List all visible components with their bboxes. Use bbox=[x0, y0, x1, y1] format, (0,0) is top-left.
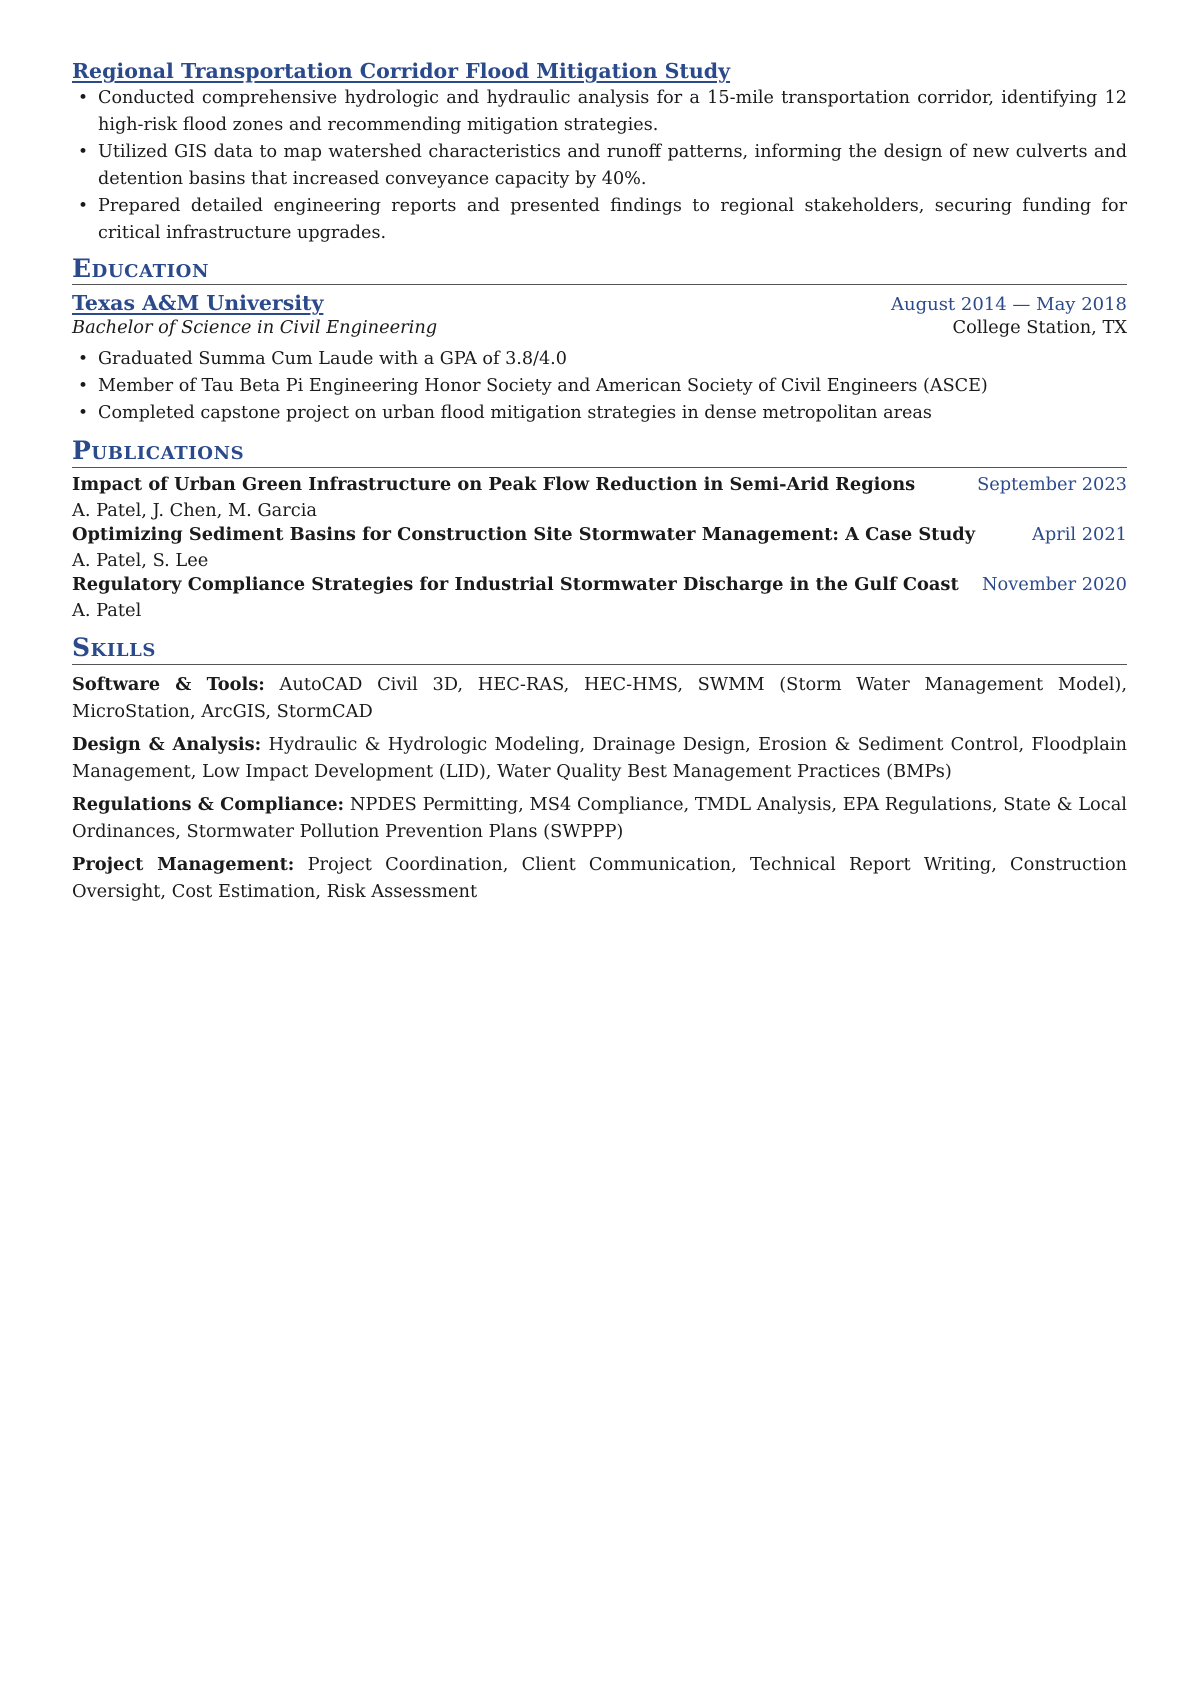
list-item: • Graduated Summa Cum Laude with a GPA of 3.8/4.0 bbox=[72, 346, 1127, 373]
project-entry bbox=[72, 60, 1127, 247]
skill-row bbox=[72, 671, 1127, 725]
skill-row bbox=[72, 851, 1127, 905]
publication-date: November 2020 bbox=[981, 574, 1127, 596]
publications-list bbox=[72, 474, 1127, 624]
skill-label: Software & Tools: bbox=[72, 673, 265, 695]
list-item: • Completed capstone project on urban flood mitigation strategies in dense metropolitan areas bbox=[72, 400, 1127, 427]
publication-entry bbox=[72, 474, 1127, 524]
list-item: • Conducted comprehensive hydrologic and hydraulic analysis for a 15-mile transportation corridor, identifying 12 high-risk flood zones and recommending mitigation strategies. bbox=[72, 85, 1127, 139]
project-bullets bbox=[72, 85, 1127, 247]
skill-row bbox=[72, 731, 1127, 785]
publication-entry bbox=[72, 524, 1127, 574]
list-item: • Member of Tau Beta Pi Engineering Honor Society and American Society of Civil Engineers (ASCE) bbox=[72, 373, 1127, 400]
publication-title: Regulatory Compliance Strategies for Industrial Stormwater Discharge in the Gulf Coast bbox=[72, 574, 959, 596]
education-bullets bbox=[72, 346, 1127, 427]
degree: Bachelor of Science in Civil Engineering bbox=[72, 317, 438, 339]
publication-authors: A. Patel, J. Chen, M. Garcia bbox=[72, 500, 318, 522]
skill-label: Project Management: bbox=[72, 853, 295, 875]
education-heading: Education bbox=[72, 255, 1127, 286]
publication-title: Impact of Urban Green Infrastructure on Peak Flow Reduction in Semi-Arid Regions bbox=[72, 474, 916, 496]
publication-authors: A. Patel, S. Lee bbox=[72, 550, 209, 572]
skill-row bbox=[72, 791, 1127, 845]
skill-label: Design & Analysis: bbox=[72, 733, 262, 755]
education-dates: August 2014 — May 2018 bbox=[890, 294, 1127, 316]
publication-date: April 2021 bbox=[1031, 524, 1127, 546]
list-item: • Prepared detailed engineering reports and presented findings to regional stakeholders, securing funding for critical infrastructure upgrades. bbox=[72, 193, 1127, 247]
school-name-link[interactable]: Texas A&M University bbox=[72, 291, 324, 316]
publication-title: Optimizing Sediment Basins for Construction Site Stormwater Management: A Case Study bbox=[72, 524, 976, 546]
skill-text: NPDES Permitting, MS4 Compliance, TMDL Analysis, EPA Regulations, State & Local Ordinances, Stormwater Pollution Prevention Plans (SWPPP) bbox=[72, 793, 1127, 842]
education-location: College Station, TX bbox=[952, 317, 1127, 339]
list-item: • Utilized GIS data to map watershed characteristics and runoff patterns, informing the design of new culverts and detention basins that increased conveyance capacity by 40%. bbox=[72, 139, 1127, 193]
education-entry bbox=[72, 291, 1127, 427]
resume-page bbox=[72, 60, 1127, 905]
publication-date: September 2023 bbox=[977, 474, 1127, 496]
skills-heading: Skills bbox=[72, 634, 1127, 665]
skill-label: Regulations & Compliance: bbox=[72, 793, 345, 815]
skill-text: AutoCAD Civil 3D, HEC-RAS, HEC-HMS, SWMM (Storm Water Management Model), MicroStation, ArcGIS, StormCAD bbox=[72, 673, 1127, 722]
skill-text: Project Coordination, Client Communication, Technical Report Writing, Construction Oversight, Cost Estimation, Risk Assessment bbox=[72, 853, 1127, 902]
skill-text: Hydraulic & Hydrologic Modeling, Drainage Design, Erosion & Sediment Control, Floodplain Management, Low Impact Development (LID), Water Quality Best Management Practices (BMPs) bbox=[72, 733, 1128, 782]
publications-heading: Publications bbox=[72, 437, 1127, 468]
publication-authors: A. Patel bbox=[72, 600, 142, 622]
publication-entry bbox=[72, 574, 1127, 624]
skills-list bbox=[72, 671, 1127, 905]
project-title-link[interactable]: Regional Transportation Corridor Flood Mitigation Study bbox=[72, 59, 731, 83]
